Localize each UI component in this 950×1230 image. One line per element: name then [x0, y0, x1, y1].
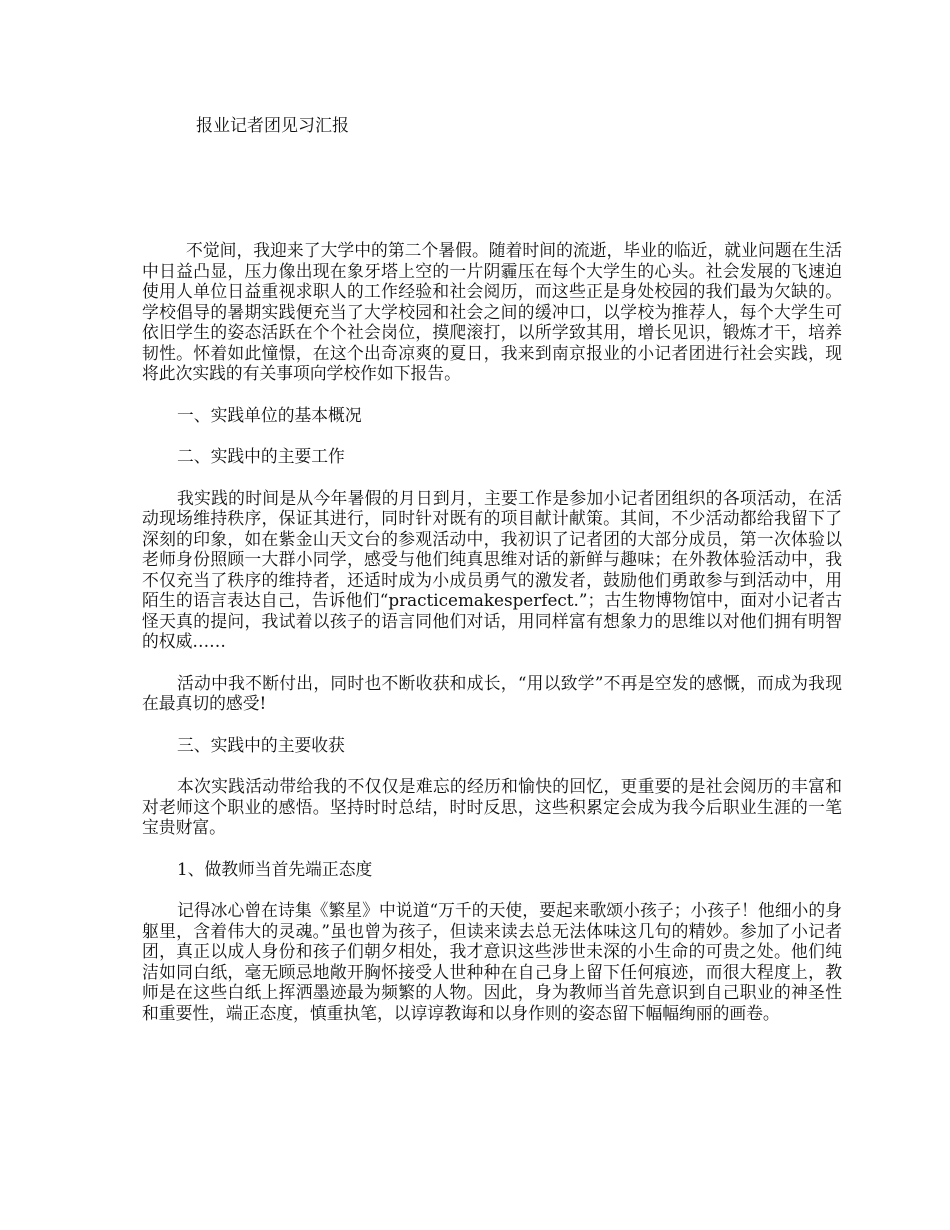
document-title: 报业记者团见习汇报 [196, 116, 349, 136]
gains-paragraph: 本次实践活动带给我的不仅仅是难忘的经历和愉快的回忆，更重要的是社会阅历的丰富和对老师这个职业的感悟。坚持时时总结，时时反思，这些积累定会成为我今后职业生涯的一笔宝贵财富。 [142, 776, 842, 837]
section-heading-3: 三、实践中的主要收获 [177, 734, 345, 755]
section-heading-2: 二、实践中的主要工作 [177, 446, 345, 466]
subsection-heading-1: 1、做教师当首先端正态度 [177, 858, 373, 879]
reflection-paragraph: 活动中我不断付出，同时也不断收获和成长，“用以致学”不再是空发的感慨，而成为我现在最真切的感受! [142, 672, 842, 713]
work-paragraph: 我实践的时间是从今年暑假的月日到月，主要工作是参加小记者团组织的各项活动，在活动现场维持秩序，保证其进行，同时针对既有的项目献计献策。其间，不少活动都给我留下了深刻的印象，如在紫金山天文台的参观活动中，我初识了记者团的大部分成员，第一次体验以老师身份照顾一大群小同学，感受与他们纯真思维对话的新鲜与趣味；在外教体验活动中，我不仅充当了秩序的维持者，还适时成为小成员勇气的激发者，鼓励他们勇敢参与到活动中，用陌生的语言表达自己，告诉他们“practicemakesperfect.”；古生物博物馆中，面对小记者古怪天真的提问，我试着以孩子的语言同他们对话，用同样富有想象力的思维以对他们拥有明智的权威…… [142, 487, 842, 651]
teacher-attitude-paragraph: 记得冰心曾在诗集《繁星》中说道“万千的天使，要起来歌颂小孩子；小孩子！他细小的身躯里，含着伟大的灵魂。”虽也曾为孩子，但读来读去总无法体味这几句的精妙。参加了小记者团，真正以成人身份和孩子们朝夕相处，我才意识这些涉世未深的小生命的可贵之处。他们纯洁如同白纸，毫无顾忌地敞开胸怀接受人世种种在自己身上留下任何痕迹，而很大程度上，教师是在这些白纸上挥洒墨迹最为频繁的人物。因此，身为教师当首先意识到自己职业的神圣性和重要性，端正态度，慎重执笔，以谆谆教诲和以身作则的姿态留下幅幅绚丽的画卷。 [142, 900, 842, 1023]
document-body [142, 240, 842, 1023]
section-heading-1: 一、实践单位的基本概况 [177, 404, 362, 425]
intro-paragraph: 不觉间，我迎来了大学中的第二个暑假。随着时间的流逝，毕业的临近，就业问题在生活中日益凸显，压力像出现在象牙塔上空的一片阴霾压在每个大学生的心头。社会发展的飞速迫使用人单位日益重视求职人的工作经验和社会阅历，而这些正是身处校园的我们最为欠缺的。学校倡导的暑期实践便充当了大学校园和社会之间的缓冲口，以学校为推荐人，每个大学生可依旧学生的姿态活跃在个个社会岗位，摸爬滚打，以所学致其用，增长见识，锻炼才干，培养韧性。怀着如此憧憬，在这个出奇凉爽的夏日，我来到南京报业的小记者团进行社会实践，现将此次实践的有关事项向学校作如下报告。 [142, 240, 842, 383]
